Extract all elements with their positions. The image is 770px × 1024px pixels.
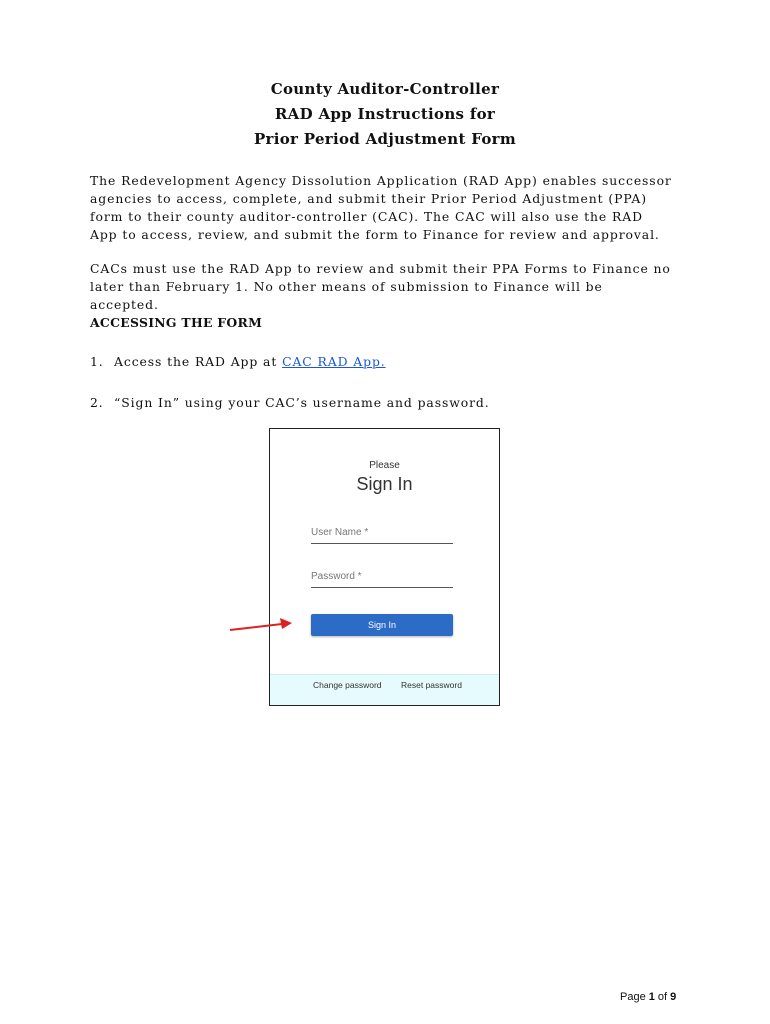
password-field: Password * (311, 571, 453, 588)
signin-heading: Sign In (356, 474, 413, 494)
step-2-text: “Sign In” using your CAC’s username and password. (114, 395, 490, 410)
change-password-link: Change password (313, 680, 382, 690)
page-total: 9 (670, 991, 677, 1003)
step-1-text: Access the RAD App at (114, 354, 283, 369)
signin-screenshot (269, 428, 500, 706)
reset-password-link: Reset password (401, 680, 462, 690)
signin-footer (270, 674, 499, 705)
signin-button: Sign In (311, 614, 453, 636)
page-of: of (654, 991, 671, 1003)
page-number (620, 991, 676, 1003)
step-2 (90, 395, 490, 410)
section-heading: ACCESSING THE FORM (90, 315, 263, 330)
doc-title-line-2: RAD App Instructions for (274, 105, 496, 123)
doc-title-line-3: Prior Period Adjustment Form (253, 130, 517, 148)
step-1-number: 1. (90, 354, 104, 369)
page-prefix: Page (620, 991, 649, 1003)
step-2-number: 2. (90, 395, 104, 410)
username-field: User Name * (311, 527, 453, 544)
intro-paragraph: The Redevelopment Agency Dissolution Application (RAD App) enables successor agencies to access, complete, and submit their Prior Period Adjustment (PPA) form to their county auditor-controller (CAC). The CAC will also use the RAD App to access, review, and submit the form to Finance for review and approval. (90, 173, 672, 242)
cac-rad-app-link[interactable]: CAC RAD App. (282, 354, 386, 369)
doc-title-line-1: County Auditor-Controller (270, 80, 500, 98)
step-1 (90, 354, 386, 369)
red-arrow-icon (228, 615, 294, 633)
page-current: 1 (648, 991, 655, 1003)
please-label: Please (369, 460, 400, 471)
deadline-paragraph: CACs must use the RAD App to review and submit their PPA Forms to Finance no later than February 1. No other means of submission to Finance will be accepted. (90, 261, 671, 312)
